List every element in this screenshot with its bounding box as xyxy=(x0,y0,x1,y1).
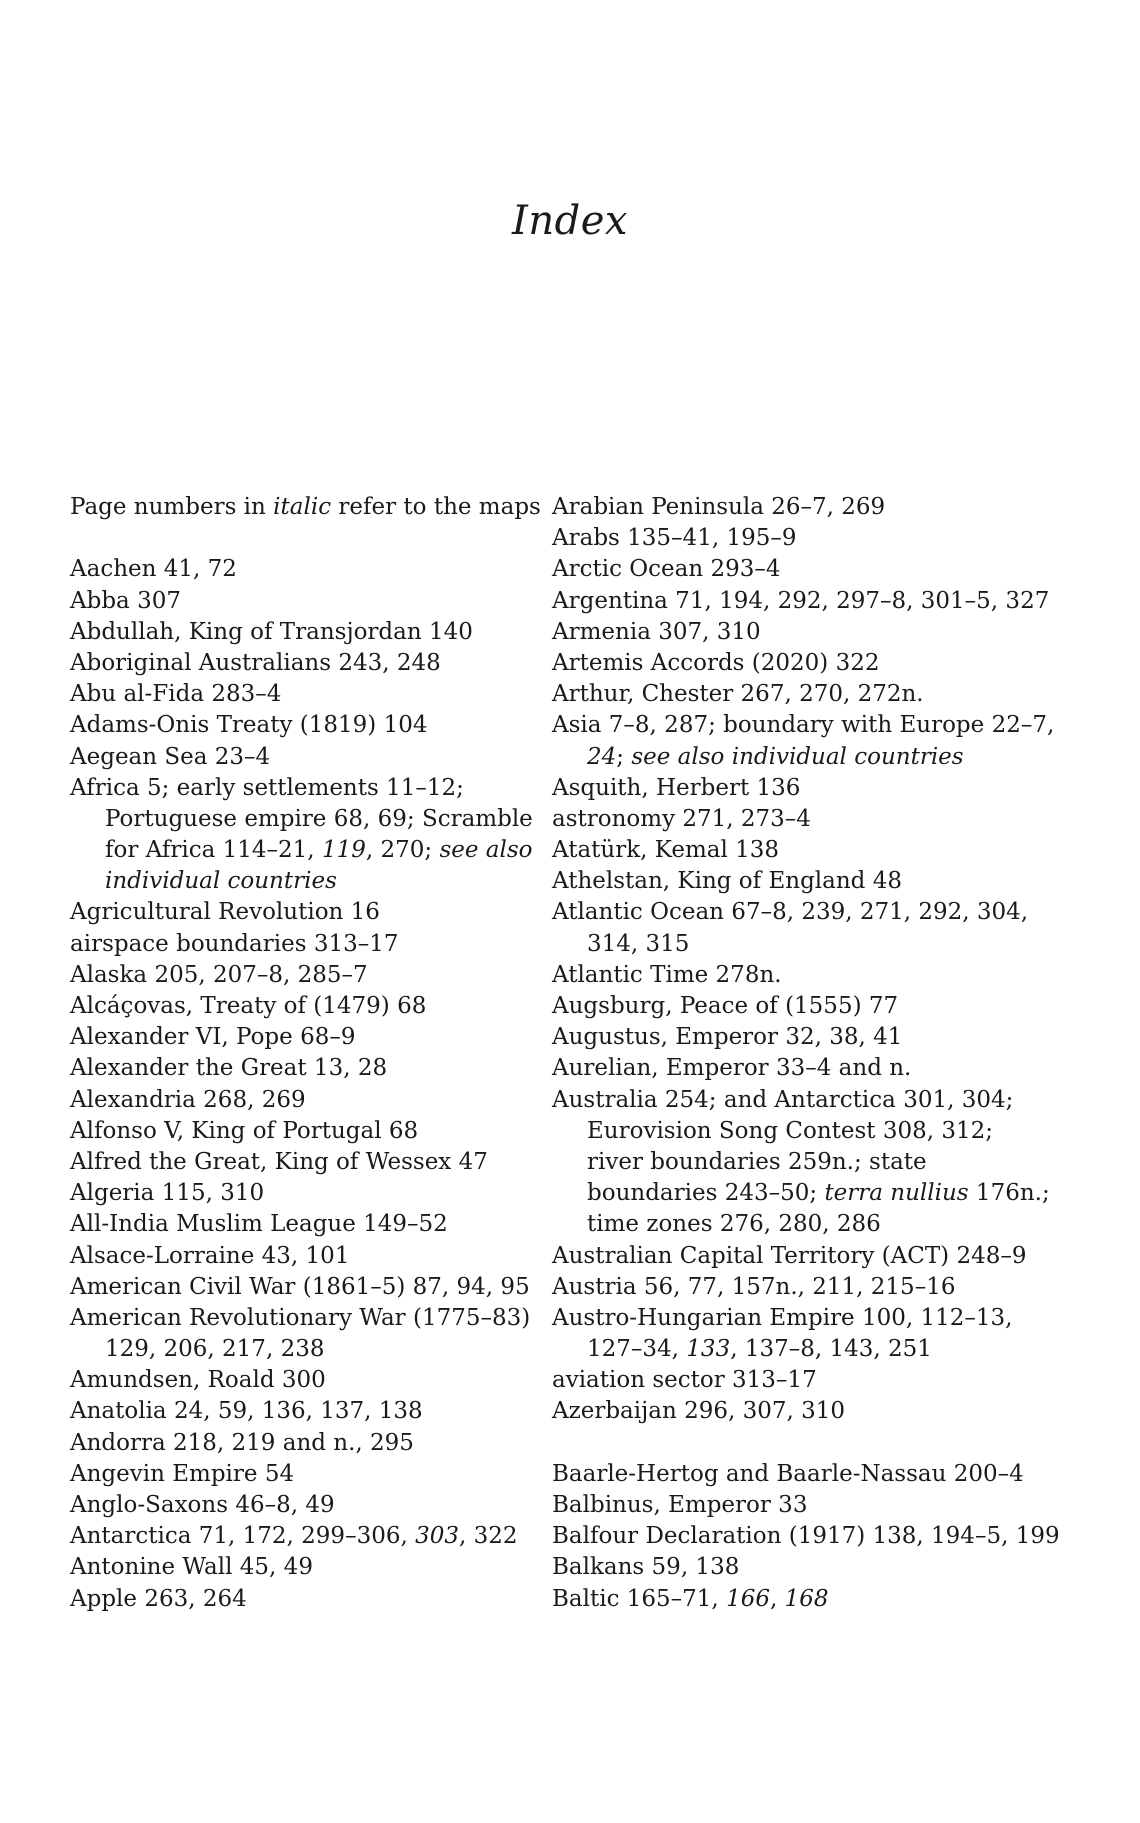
index-entry xyxy=(552,679,1052,710)
entry-text: airspace boundaries 313–17 xyxy=(70,930,399,957)
index-entry xyxy=(552,617,1052,648)
index-entry xyxy=(70,1490,540,1521)
index-entry-continuation xyxy=(70,1334,540,1365)
entry-text: , 322 xyxy=(459,1523,518,1550)
entry-text: Balfour Declaration (1917) 138, 194–5, 199 xyxy=(552,1523,1060,1550)
index-entry xyxy=(70,586,540,617)
entry-text: , xyxy=(769,1585,785,1612)
entry-text: Abdullah, King of Transjordan 140 xyxy=(70,618,473,645)
index-entry xyxy=(70,1428,540,1459)
index-entry xyxy=(70,1022,540,1053)
entry-text: for Africa 114–21, xyxy=(105,837,322,864)
italic-text: see also xyxy=(439,837,533,864)
index-entry xyxy=(70,1303,540,1334)
italic-text: 133 xyxy=(686,1336,731,1363)
index-entry-continuation xyxy=(552,929,1052,960)
index-entry xyxy=(70,773,540,804)
entry-text: Portuguese empire 68, 69; Scramble xyxy=(105,805,533,832)
entry-text: Austro-Hungarian Empire 100, 112–13, xyxy=(552,1304,1013,1331)
entry-text: Anglo-Saxons 46–8, 49 xyxy=(70,1492,335,1518)
entry-text: Apple 263, 264 xyxy=(70,1585,247,1612)
entry-text: Arthur, Chester 267, 270, 272n. xyxy=(552,681,924,708)
index-entry-continuation xyxy=(552,1334,1052,1365)
index-entry xyxy=(552,804,1052,835)
entry-text: Aachen 41, 72 xyxy=(70,556,237,583)
index-column-left xyxy=(70,492,540,1615)
index-entry xyxy=(70,1396,540,1427)
italic-text: 166 xyxy=(726,1585,770,1612)
page-title: Index xyxy=(512,198,628,244)
entry-text: Baltic 165–71, xyxy=(552,1585,727,1612)
index-entry xyxy=(552,1584,1052,1615)
index-entry xyxy=(552,1303,1052,1334)
index-entry xyxy=(70,929,540,960)
entry-text: Algeria 115, 310 xyxy=(70,1180,265,1207)
entry-text: Alexandria 268, 269 xyxy=(70,1086,306,1113)
entry-text: 129, 206, 217, 238 xyxy=(105,1336,325,1363)
italic-text: 24 xyxy=(587,743,617,770)
index-entry xyxy=(552,554,1052,585)
entry-text: Athelstan, King of England 48 xyxy=(552,868,902,895)
entry-text: Alfred the Great, King of Wessex 47 xyxy=(70,1148,488,1175)
entry-text: Abu al-Fida 283–4 xyxy=(70,681,282,708)
index-entry-continuation xyxy=(70,835,540,866)
index-entry xyxy=(70,1459,540,1490)
entry-text: Alsace-Lorraine 43, 101 xyxy=(70,1242,350,1269)
index-entry xyxy=(70,679,540,710)
entry-text: Arabs 135–41, 195–9 xyxy=(552,525,797,552)
entry-text: time zones 276, 280, 286 xyxy=(587,1211,881,1238)
entry-text: Africa 5; early settlements 11–12; xyxy=(70,774,464,801)
entry-text: aviation sector 313–17 xyxy=(552,1367,817,1394)
entry-text: Angevin Empire 54 xyxy=(70,1460,295,1487)
entry-text: Atatürk, Kemal 138 xyxy=(552,837,780,864)
index-column-right xyxy=(552,492,1060,1615)
entry-text: Anatolia 24, 59, 136, 137, 138 xyxy=(70,1398,423,1425)
entry-text: All-India Muslim League 149–52 xyxy=(70,1211,448,1238)
entry-text: Alfonso V, King of Portugal 68 xyxy=(70,1117,419,1144)
entry-text: Balbinus, Emperor 33 xyxy=(552,1492,808,1518)
index-entry xyxy=(552,710,1055,741)
entry-text: Antonine Wall 45, 49 xyxy=(70,1554,313,1581)
entry-text: Aegean Sea 23–4 xyxy=(70,743,271,770)
index-entry-continuation xyxy=(552,742,1052,773)
index-entry xyxy=(70,1053,540,1084)
entry-text: Antarctica 71, 172, 299–306, xyxy=(70,1523,416,1550)
index-entry xyxy=(70,710,540,741)
entry-text: Artemis Accords (2020) 322 xyxy=(552,649,880,676)
index-entry xyxy=(552,1365,1052,1396)
index-entry-continuation xyxy=(552,1116,1052,1147)
entry-text: Argentina 71, 194, 292, 297–8, 301–5, 327 xyxy=(552,587,1050,614)
entry-text: Asia 7–8, 287; boundary with Europe 22–7, xyxy=(552,712,1055,739)
entry-text: Asquith, Herbert 136 xyxy=(552,774,801,801)
entry-text: American Civil War (1861–5) 87, 94, 95 xyxy=(70,1273,530,1300)
entry-text: Baarle-Hertog and Baarle-Nassau 200–4 xyxy=(552,1460,1024,1487)
index-entry xyxy=(552,648,1052,679)
entry-text: Aurelian, Emperor 33–4 and n. xyxy=(552,1055,912,1082)
entry-text: Alaska 205, 207–8, 285–7 xyxy=(70,961,368,988)
entry-text: Arabian Peninsula 26–7, 269 xyxy=(552,494,886,520)
index-entry xyxy=(552,991,1052,1022)
index-entry xyxy=(552,1085,1052,1116)
index-entry xyxy=(552,523,1052,554)
entry-text: 314, 315 xyxy=(587,930,690,957)
entry-text: Abba 307 xyxy=(70,587,181,614)
index-entry xyxy=(552,897,1052,928)
index-entry xyxy=(70,1209,540,1240)
entry-text: , 137–8, 143, 251 xyxy=(730,1336,932,1363)
entry-text: Aboriginal Australians 243, 248 xyxy=(70,649,441,676)
entry-gap xyxy=(552,1428,1052,1459)
italic-text: individual countries xyxy=(105,868,337,895)
index-entry xyxy=(552,1272,1052,1303)
entry-text: Augustus, Emperor 32, 38, 41 xyxy=(552,1024,903,1051)
entry-text: 176n.; xyxy=(968,1180,1050,1207)
entry-text: Balkans 59, 138 xyxy=(552,1554,740,1581)
index-entry xyxy=(70,1085,540,1116)
entry-text: , 270; xyxy=(365,837,440,864)
entry-text: Australia 254; and Antarctica 301, 304; xyxy=(552,1086,1014,1113)
entry-text: river boundaries 259n.; state xyxy=(587,1148,927,1175)
entry-text: refer to the maps xyxy=(331,494,541,520)
index-entry-continuation xyxy=(552,1209,1052,1240)
entry-text: Alexander VI, Pope 68–9 xyxy=(70,1024,356,1051)
index-entry xyxy=(70,1365,540,1396)
entry-text: Atlantic Ocean 67–8, 239, 271, 292, 304, xyxy=(552,899,1029,926)
italic-text: 119 xyxy=(321,837,366,864)
index-entry-continuation xyxy=(70,866,540,897)
entry-text: Austria 56, 77, 157n., 211, 215–16 xyxy=(552,1273,956,1300)
entry-gap xyxy=(70,523,540,554)
entry-text: Eurovision Song Contest 308, 312; xyxy=(587,1117,994,1144)
entry-text: Alcáçovas, Treaty of (1479) 68 xyxy=(70,993,427,1019)
entry-text: Augsburg, Peace of (1555) 77 xyxy=(552,993,899,1019)
entry-text: Azerbaijan 296, 307, 310 xyxy=(552,1398,846,1425)
italic-text: terra nullius xyxy=(824,1180,969,1207)
index-entry xyxy=(70,1116,540,1147)
entry-text: Amundsen, Roald 300 xyxy=(70,1367,326,1394)
entry-text: Agricultural Revolution 16 xyxy=(70,899,380,926)
index-entry xyxy=(552,1053,1052,1084)
index-entry xyxy=(70,1584,540,1615)
index-entry xyxy=(552,960,1052,991)
index-entry xyxy=(70,742,540,773)
index-entry xyxy=(552,1552,1052,1583)
entry-text: Armenia 307, 310 xyxy=(552,618,761,645)
index-entry xyxy=(70,960,540,991)
entry-text: American Revolutionary War (1775–83) xyxy=(70,1304,531,1331)
index-entry xyxy=(70,1521,540,1552)
entry-text: Arctic Ocean 293–4 xyxy=(552,556,781,583)
index-entry xyxy=(552,1396,1052,1427)
index-entry xyxy=(552,1241,1052,1272)
italic-text: 303 xyxy=(415,1523,459,1550)
italic-text: 168 xyxy=(784,1585,829,1612)
index-entry xyxy=(70,991,540,1022)
index-entry xyxy=(70,897,540,928)
index-entry-continuation xyxy=(552,1178,1052,1209)
index-entry xyxy=(552,835,1052,866)
index-entry xyxy=(552,1521,1060,1552)
index-entry-continuation xyxy=(70,804,540,835)
index-entry xyxy=(70,1272,540,1303)
index-entry xyxy=(552,773,1052,804)
index-entry xyxy=(552,586,1052,617)
index-entry xyxy=(70,492,540,523)
entry-text: Atlantic Time 278n. xyxy=(552,961,782,988)
index-entry xyxy=(552,1022,1052,1053)
index-entry xyxy=(70,1552,540,1583)
index-entry xyxy=(70,617,540,648)
index-entry xyxy=(552,1459,1052,1490)
index-entry-continuation xyxy=(552,1147,1052,1178)
entry-text: boundaries 243–50; xyxy=(587,1180,825,1207)
index-entry xyxy=(552,866,1052,897)
entry-text: 127–34, xyxy=(587,1336,687,1363)
entry-text: Page numbers in xyxy=(70,494,274,520)
index-entry xyxy=(552,492,1052,523)
entry-text: ; xyxy=(616,743,632,770)
italic-text: italic xyxy=(273,494,332,520)
entry-text: Andorra 218, 219 and n., 295 xyxy=(70,1429,414,1456)
index-entry xyxy=(70,1178,540,1209)
entry-text: Adams-Onis Treaty (1819) 104 xyxy=(70,712,428,739)
italic-text: see also individual countries xyxy=(631,743,964,770)
index-entry xyxy=(70,554,540,585)
entry-text: Alexander the Great 13, 28 xyxy=(70,1055,388,1082)
index-entry xyxy=(552,1490,1052,1521)
entry-text: astronomy 271, 273–4 xyxy=(552,805,811,832)
index-entry xyxy=(70,648,540,679)
index-entry xyxy=(70,1147,540,1178)
index-entry xyxy=(70,1241,540,1272)
entry-text: Australian Capital Territory (ACT) 248–9 xyxy=(552,1242,1027,1269)
